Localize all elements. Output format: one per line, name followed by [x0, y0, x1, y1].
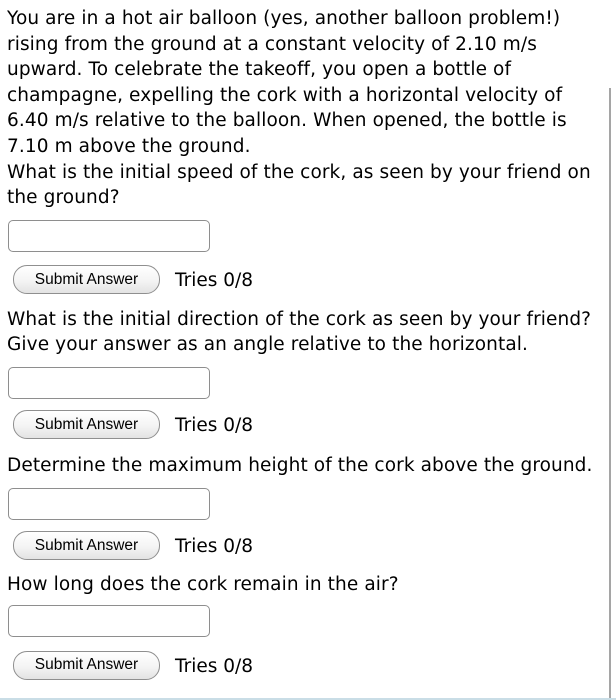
question-1-submit-row [7, 263, 603, 297]
question-2-submit-row [7, 408, 603, 442]
question-3-tries-counter: Tries 0/8 [175, 536, 254, 558]
question-2-submit-button[interactable]: Submit Answer [13, 410, 160, 439]
question-4-tries-counter: Tries 0/8 [175, 655, 254, 677]
question-3-submit-row [7, 529, 603, 563]
question-4-prompt: How long does the cork remain in the air? [7, 573, 399, 595]
question-2-tries-counter: Tries 0/8 [175, 415, 254, 437]
question-1-answer-input[interactable] [8, 220, 210, 252]
question-2-answer-input[interactable] [8, 367, 210, 399]
question-4-answer-input[interactable] [8, 605, 210, 637]
question-1-submit-button[interactable]: Submit Answer [13, 265, 160, 294]
question-3-prompt: Determine the maximum height of the cork above the ground. [7, 454, 593, 476]
question-1-tries-counter: Tries 0/8 [175, 270, 254, 292]
question-4-submit-row [7, 648, 603, 682]
problem-statement: You are in a hot air balloon (yes, another balloon problem!) rising from the ground at a constant velocity of 2.10 m/s upward. To celebrate the takeoff, you open a bottle of champagne, expelling the cork with a horizontal velocity of 6.40 m/s relative to the balloon. When opened, the bottle is 7.10 m above the ground. [7, 8, 567, 157]
question-4-submit-button[interactable]: Submit Answer [13, 651, 160, 680]
problem-content [7, 6, 603, 682]
question-1-prompt: What is the initial speed of the cork, as seen by your friend on the ground? [7, 161, 591, 209]
question-3-submit-button[interactable]: Submit Answer [13, 531, 160, 560]
question-2-prompt: What is the initial direction of the cork as seen by your friend? Give your answer as an angle relative to the horizontal. [7, 308, 592, 356]
question-3-answer-input[interactable] [8, 488, 210, 520]
scrollbar-track[interactable] [609, 88, 611, 700]
